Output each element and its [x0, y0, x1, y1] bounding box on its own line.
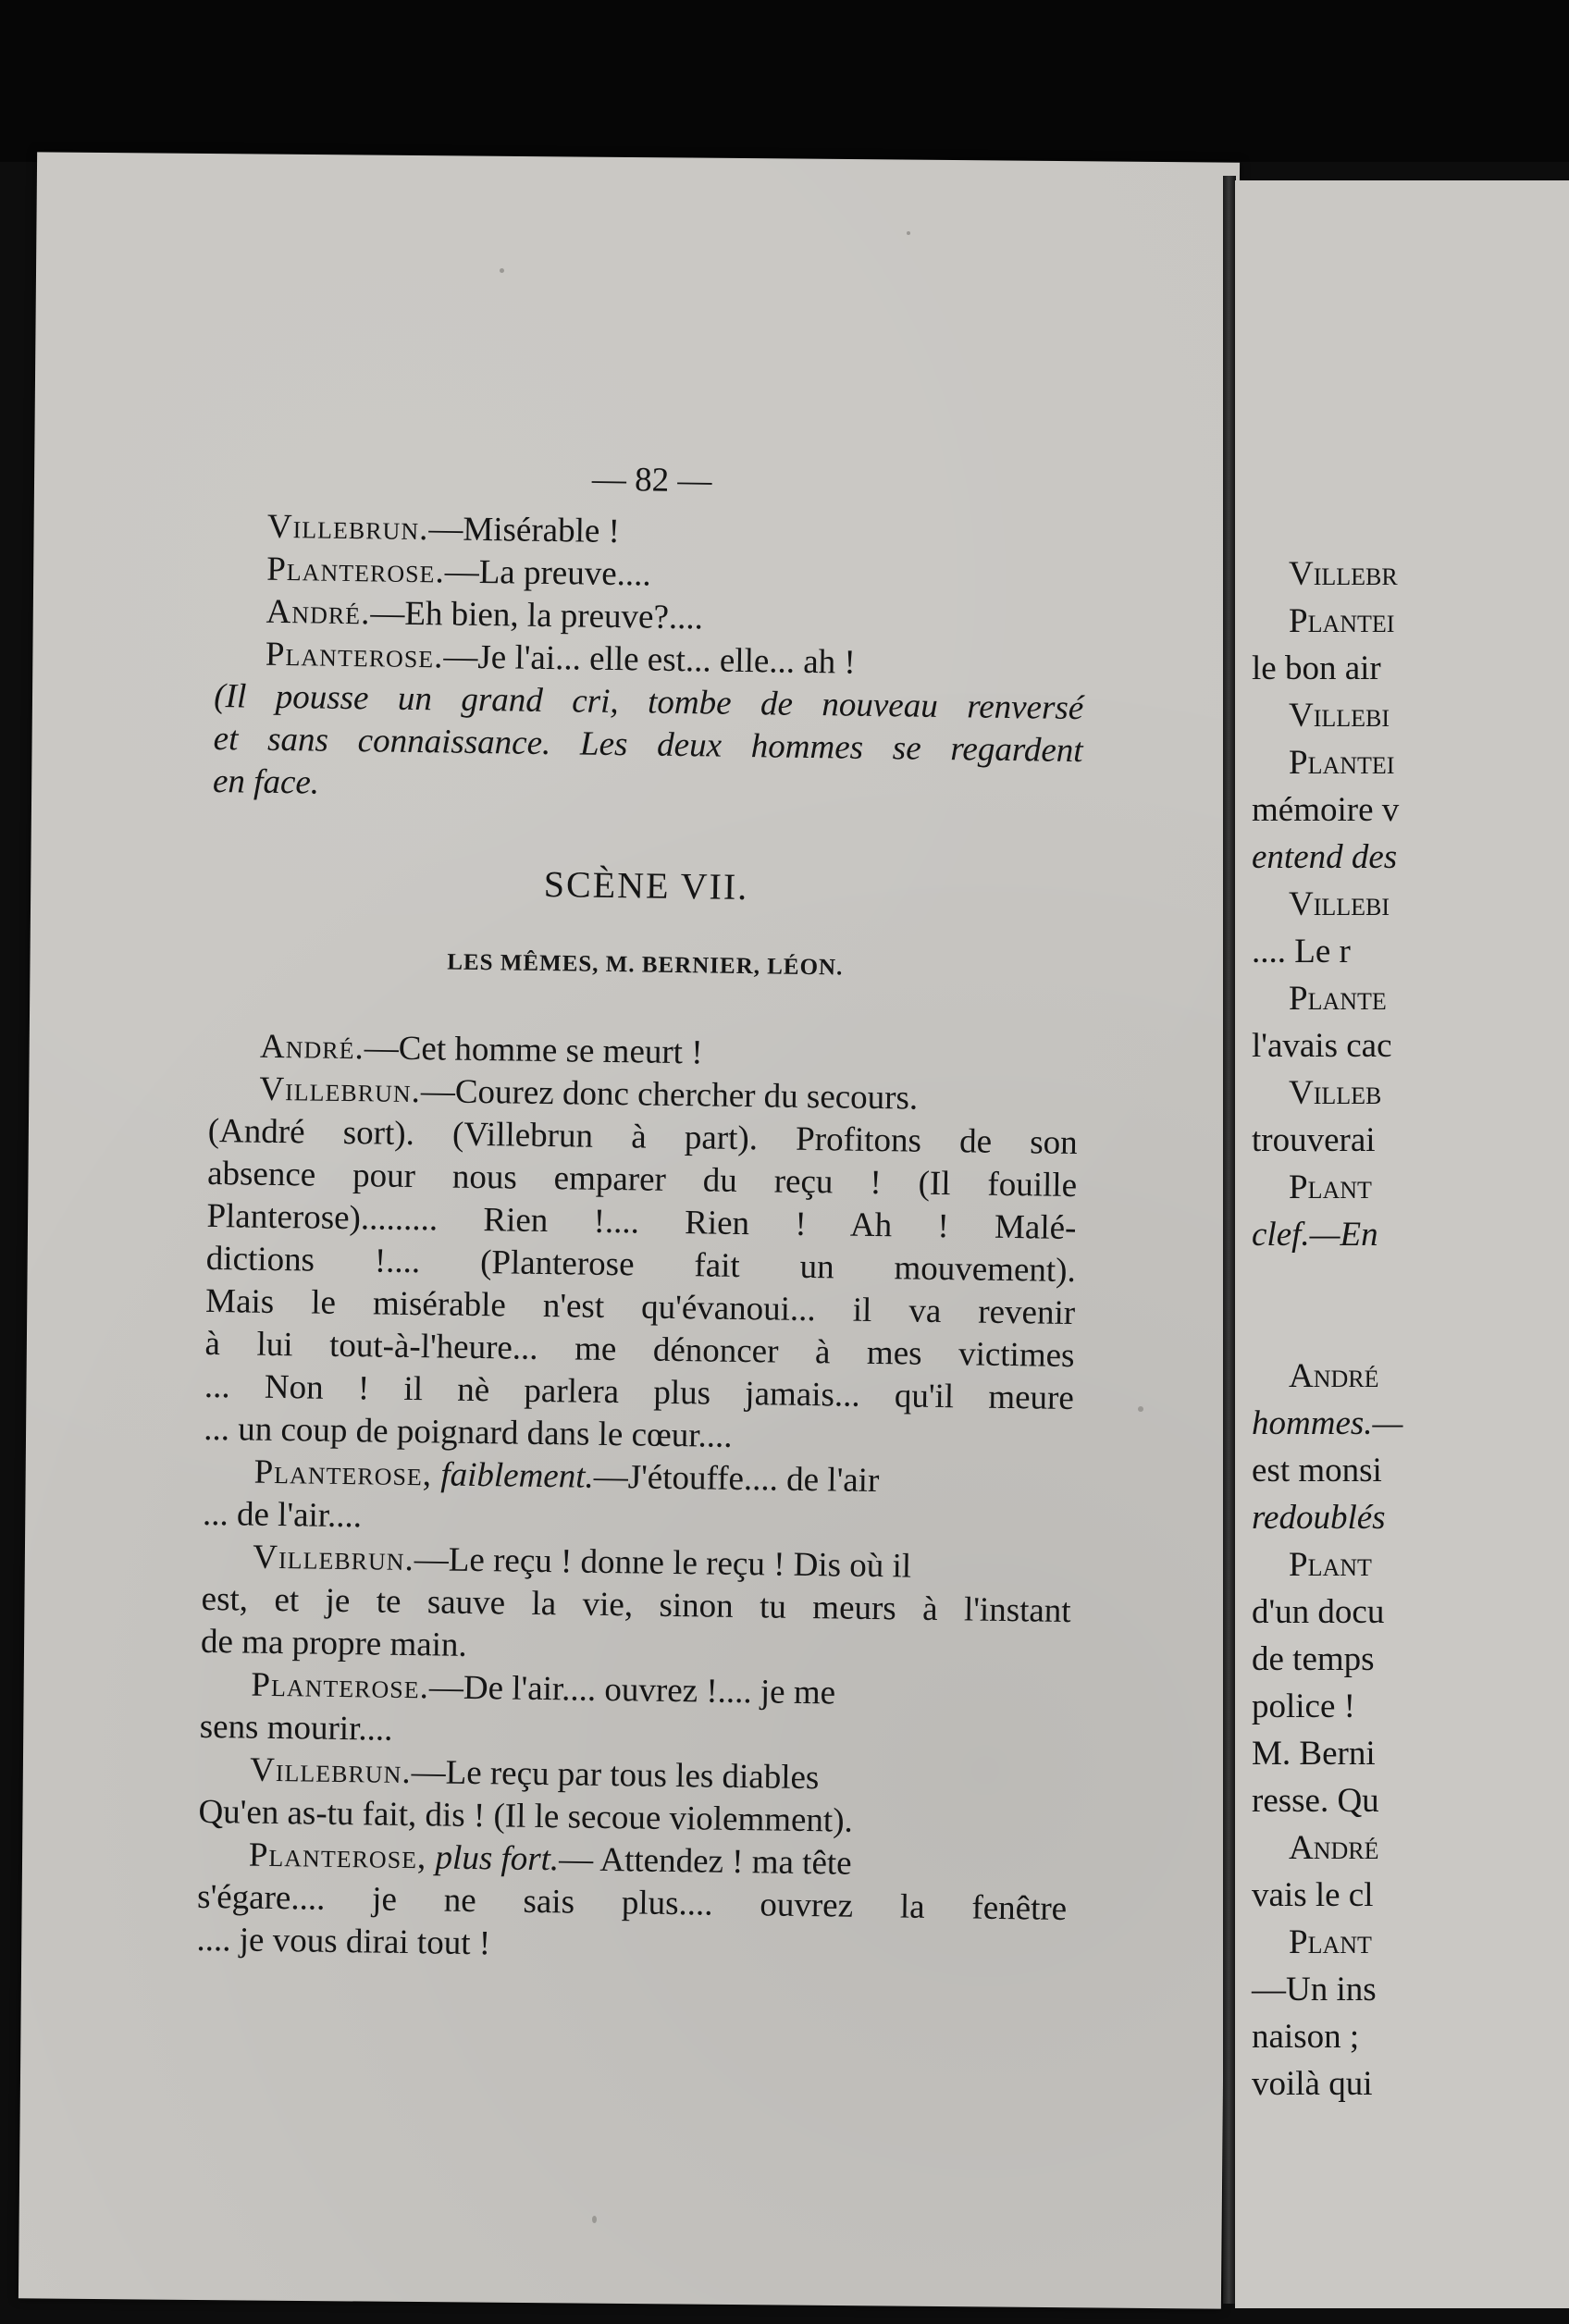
scan-background: [0, 0, 1569, 162]
dialogue-continuation: s'égare.... je ne sais plus.... ouvrez la fenêtre: [196, 1877, 1068, 1928]
dialogue-line: André.—Cet homme se meurt !: [259, 1027, 703, 1072]
right-page-line: Villebi: [1289, 885, 1390, 923]
right-page-line: Plant: [1289, 1168, 1372, 1206]
right-page: [1235, 180, 1569, 2308]
paper-speck: [1138, 1406, 1143, 1412]
right-page-line: Plante: [1289, 980, 1387, 1018]
right-page-line: trouverai: [1252, 1121, 1376, 1159]
right-page-line: M. Berni: [1252, 1735, 1376, 1773]
left-page-text: [196, 453, 1087, 1973]
dialogue-continuation: ... un coup de poignard dans le cœur....: [203, 1409, 733, 1455]
right-page-text: [1252, 550, 1402, 2108]
right-page-line: Plantei: [1289, 602, 1395, 640]
right-page-line: entend des: [1252, 838, 1398, 876]
right-page-line: André: [1289, 1357, 1379, 1395]
dialogue-line: Planterose, faiblement.—J'étouffe.... de l'air: [253, 1452, 880, 1501]
page-number: — 82 —: [591, 460, 712, 501]
right-page-line: Villebi: [1289, 697, 1390, 735]
stage-direction: et sans connaissance. Les deux hommes se regardent: [213, 719, 1083, 771]
dialogue-continuation: Qu'en as-tu fait, dis ! (Il le secoue violemment).: [198, 1792, 854, 1840]
dialogue-continuation: absence pour nous emparer du reçu ! (Il fouille: [206, 1154, 1078, 1205]
dialogue-line: Planterose, plus fort.— Attendez ! ma tête: [248, 1836, 852, 1883]
scene-title: SCÈNE VII.: [543, 862, 749, 909]
dialogue-continuation: ... de l'air....: [202, 1494, 363, 1536]
right-page-line: hommes.—: [1252, 1404, 1403, 1442]
stage-direction: (Il pousse un grand cri, tombe de nouveau renversé: [214, 676, 1084, 728]
dialogue-line: Villebrun.—Misérable !: [266, 507, 621, 551]
stage-direction: en face.: [212, 761, 320, 802]
scene-cast: LES MÊMES, M. BERNIER, LÉON.: [447, 949, 844, 981]
book-gutter: [1223, 176, 1236, 2304]
right-page-line: Villebr: [1289, 555, 1398, 593]
right-page-line: clef.—En: [1252, 1216, 1378, 1254]
right-page-line: l'avais cac: [1252, 1027, 1392, 1065]
right-page-line: Villeb: [1289, 1074, 1382, 1112]
right-page-line: Plant: [1289, 1923, 1372, 1961]
right-page-line: [1252, 1258, 1402, 1305]
right-page-line: .... Le r: [1252, 933, 1351, 970]
dialogue-continuation: à lui tout-à-l'heure... me dénoncer à mes victimes: [204, 1324, 1075, 1376]
right-page-line: naison ;: [1252, 2018, 1360, 2056]
right-page-line: police !: [1252, 1687, 1355, 1725]
paper-speck: [907, 231, 910, 235]
right-page-line: —Un ins: [1252, 1971, 1377, 2009]
paper-speck: [592, 2216, 597, 2223]
dialogue-line: André.—Eh bien, la preuve?....: [266, 592, 704, 637]
right-page-line: voilà qui: [1252, 2065, 1373, 2103]
right-page-line: est monsi: [1252, 1452, 1382, 1490]
right-page-line: Plant: [1289, 1546, 1372, 1584]
right-page-line: redoublés: [1252, 1499, 1386, 1537]
dialogue-line: Planterose.—Je l'ai... elle est... elle... ah !: [265, 635, 857, 682]
right-page-line: mémoire v: [1252, 791, 1400, 829]
dialogue-continuation: ... Non ! il nè parlera plus jamais... qu'il meure: [204, 1366, 1075, 1418]
dialogue-continuation: est, et je te sauve la vie, sinon tu meurs à l'instant: [201, 1579, 1071, 1631]
right-page-line: [1252, 1305, 1402, 1353]
right-page-line: le bon air: [1252, 649, 1381, 687]
dialogue-continuation: dictions !.... (Planterose fait un mouvement).: [205, 1239, 1077, 1291]
dialogue-line: Planterose.—La preuve....: [266, 550, 651, 594]
right-page-line: vais le cl: [1252, 1876, 1374, 1914]
paper-speck: [500, 268, 504, 273]
dialogue-continuation: .... je vous dirai tout !: [196, 1920, 491, 1963]
dialogue-continuation: Planterose)......... Rien !.... Rien ! Ah ! Malé-: [206, 1196, 1077, 1248]
right-page-line: resse. Qu: [1252, 1782, 1379, 1820]
dialogue-continuation: (André sort). (Villebrun à part). Profitons de son: [207, 1111, 1078, 1163]
right-page-line: Plantei: [1289, 744, 1395, 782]
right-page-line: de temps: [1252, 1640, 1375, 1678]
dialogue-line: Villebrun.—Courez donc chercher du secours.: [259, 1069, 919, 1118]
dialogue-line: Villebrun.—Le reçu par tous les diables: [249, 1750, 820, 1798]
dialogue-line: Villebrun.—Le reçu ! donne le reçu ! Dis où il: [253, 1538, 912, 1586]
dialogue-line: Planterose.—De l'air.... ouvrez !.... je me: [251, 1665, 836, 1712]
right-page-line: d'un docu: [1252, 1593, 1385, 1631]
dialogue-continuation: de ma propre main.: [200, 1622, 467, 1664]
dialogue-continuation: sens mourir....: [199, 1707, 393, 1749]
right-page-line: André: [1289, 1829, 1379, 1867]
dialogue-continuation: Mais le misérable n'est qu'évanoui... il va revenir: [204, 1281, 1076, 1333]
